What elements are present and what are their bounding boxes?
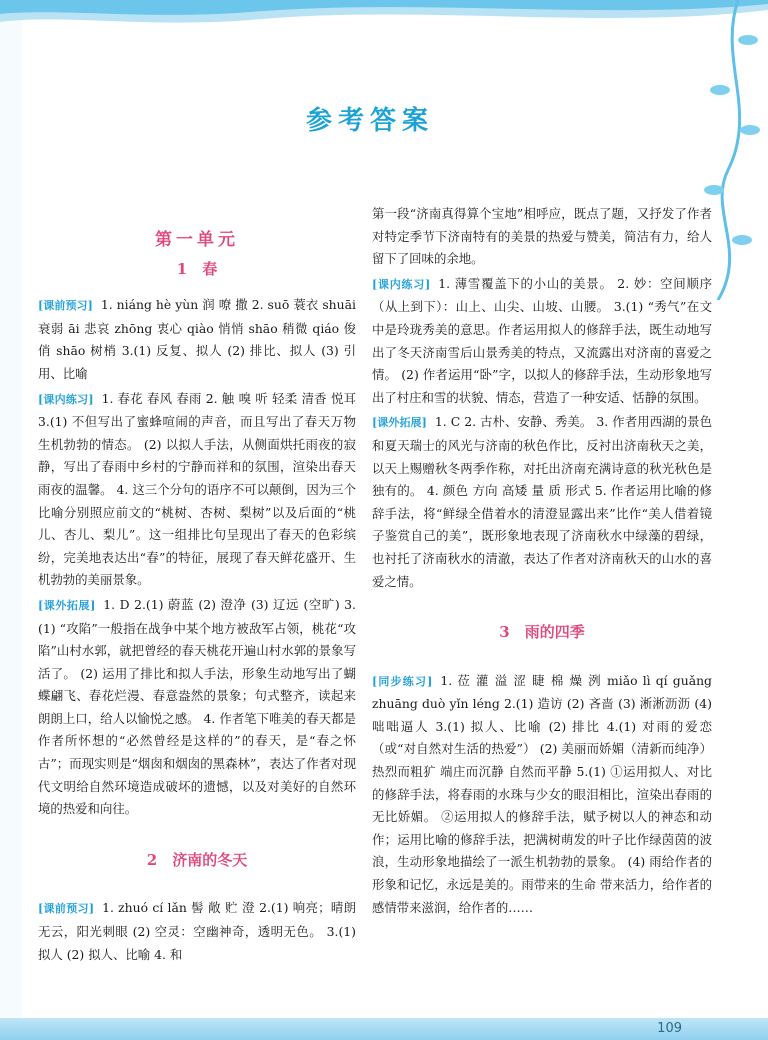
right-column [372, 203, 712, 921]
lesson-title-jinan-winter: 2 济南的冬天 [146, 850, 248, 869]
answer-block [38, 388, 356, 592]
section-tag: [课前预习] [38, 299, 93, 313]
section-tag: [同步练习] [372, 674, 433, 688]
answer-text: 1. D 2.(1) 蔚蓝 (2) 澄净 (3) 辽远 (空旷) 3.(1) “攻陷”一般指在战争中某个地方被敌军占领，桃花“攻陷”山村水郭，就把曾经的春天桃花开遍山村水郭的景象写活了。 (2) 运用了排比和拟人手法，形象生动地写出了蝴蝶翩飞、春花烂漫、春意盎然的景象；句式整齐，读起来朗朗上口，给人以愉悦之感。 4. 作者笔下唯美的春天都是作者所怀想的“必然曾经是这样的”的春天，是“春之怀古”；而现实则是“烟囱和烟囱的黑森林”，表达了作者对现代文明给自然环境造成破坏的遗憾，以及对美好的自然环境的热爱和向往。 [38, 596, 356, 817]
answer-block [372, 670, 712, 920]
section-tag: [课内练习] [38, 392, 94, 406]
bottom-band-decoration [0, 1018, 768, 1040]
answer-block [38, 594, 356, 821]
page-margin-strip [0, 0, 22, 1040]
answer-text: 1. 春花 春风 春雨 2. 触 嗅 听 轻柔 清香 悦耳 3.(1) 不但写出了蜜蜂喧闹的声音，而且写出了春天万物生机勃勃的情态。 (2) 以拟人手法，从侧面烘托雨夜的寂静，写出了春雨中乡村的宁静而祥和的氛围，渲染出春天雨夜的温馨。 4. 这三个分句的语序不可以颠倒，因为三个比喻分别照应前文的“桃树、杏树、梨树”以及后面的“桃儿、杏儿、梨儿”。这一组排比句呈现出了春天的色彩缤纷，完美地表达出“春”的特征，展现了春天鲜花盛开、生机勃勃的美丽景象。 [38, 390, 356, 588]
page-title: 参考答案 [305, 106, 434, 136]
answer-text: 1. zhuó cí lǎn 髻 敞 贮 澄 2.(1) 响亮；晴朗无云，阳光刺眼 (2) 空灵：空幽神奇，透明无色。 3.(1) 拟人 (2) 拟人、比喻 4. 和 [38, 900, 356, 962]
answer-block [38, 897, 356, 966]
top-wave-decoration [0, 0, 768, 40]
answer-text: 第一段“济南真得算个宝地”相呼应，既点了题，又抒发了作者对特定季节下济南特有的美景的热爱与赞美，简洁有力，给人留下了回味的余地。 [372, 206, 712, 267]
section-tag: [课外拓展] [38, 598, 96, 612]
section-tag: [课内练习] [372, 277, 431, 291]
left-column [38, 195, 356, 968]
unit-title: 第一单元 [155, 230, 239, 250]
answer-block [372, 273, 712, 410]
answer-text: 1. 莅 灌 溢 涩 睫 棉 燥 洌 miǎo lì qí guǎng zhuāng duò yǐn léng 2.(1) 造访 (2) 吝啬 (3) 淅淅沥沥 (4) 咄咄逼人 3.(1) 拟人、比喻 (2) 排比 4.(1) 对雨的爱恋（或“对自然对生活的热爱”） (2) 美丽而娇媚（清新而纯净） 热烈而粗犷 端庄而沉静 自然而平静 5.(1) ①运用拟人、对比的修辞手法，将春雨的水珠与少女的眼泪相比，渲染出春雨的无比娇媚。 ②运用拟人的修辞手法，赋予树以人的神态和动作；运用比喻的修辞手法，把满树萌发的叶子比作绿茵茵的波浪，生动形象地描绘了一派生机勃勃的景象。 (4) 雨给作者的形象和记忆，永远是美的。雨带来的生命 带来活力，给作者的感情带来滋润，给作者的…… [372, 672, 712, 915]
answer-text: 1. C 2. 古朴、安静、秀美。 3. 作者用西湖的景色和夏天瑞士的风光与济南的秋色作比，反衬出济南秋天之美，以天上赐赠秋冬两季作称，对托出济南充满诗意的秋光秋色是独有的。 4. 颜色 方向 高矮 量 质 形式 5. 作者运用比喻的修辞手法，将“鲜绿全借着水的清澄显露出来”比作“美人借着镜子鉴赏自己的美”，既形象地表现了济南秋水中绿藻的碧绿，也衬托了济南秋水的清澈，表达了作者对济南秋天的山水的喜爱之情。 [372, 414, 712, 589]
section-tag: [课前预习] [38, 902, 95, 916]
answer-block [372, 411, 712, 593]
lesson-title-spring: 1 春 [176, 259, 218, 278]
page-number: 109 [657, 1021, 682, 1036]
lesson-title-four-seasons-rain: 3 雨的四季 [499, 623, 585, 642]
section-tag: [课外拓展] [372, 416, 427, 430]
answer-block [38, 294, 356, 385]
answer-text: 1. niáng hè yùn 润 嘹 撒 2. suō 蓑衣 shuāi 衰弱 āi 悲哀 zhōng 衷心 qiào 悄悄 shāo 稍微 qiáo 俊俏 shāo 树梢 3.(1) 反复、拟人 (2) 排比、拟人 (3) 引用、比喻 [38, 297, 356, 381]
answer-text: 1. 薄雪覆盖下的小山的美景。 2. 妙：空间顺序（从上到下）：山上、山尖、山坡、山腰。 3.(1) “秀气”在文中是玲珑秀美的意思。作者运用拟人的修辞手法，既生动地写出了冬天济南雪后山景秀美的特点，又流露出对济南的喜爱之情。 (2) 作者运用“卧”字，以拟人的修辞手法，生动形象地写出了村庄和雪的状貌、情态，营造了一种安适、恬静的氛围。 [372, 275, 712, 405]
